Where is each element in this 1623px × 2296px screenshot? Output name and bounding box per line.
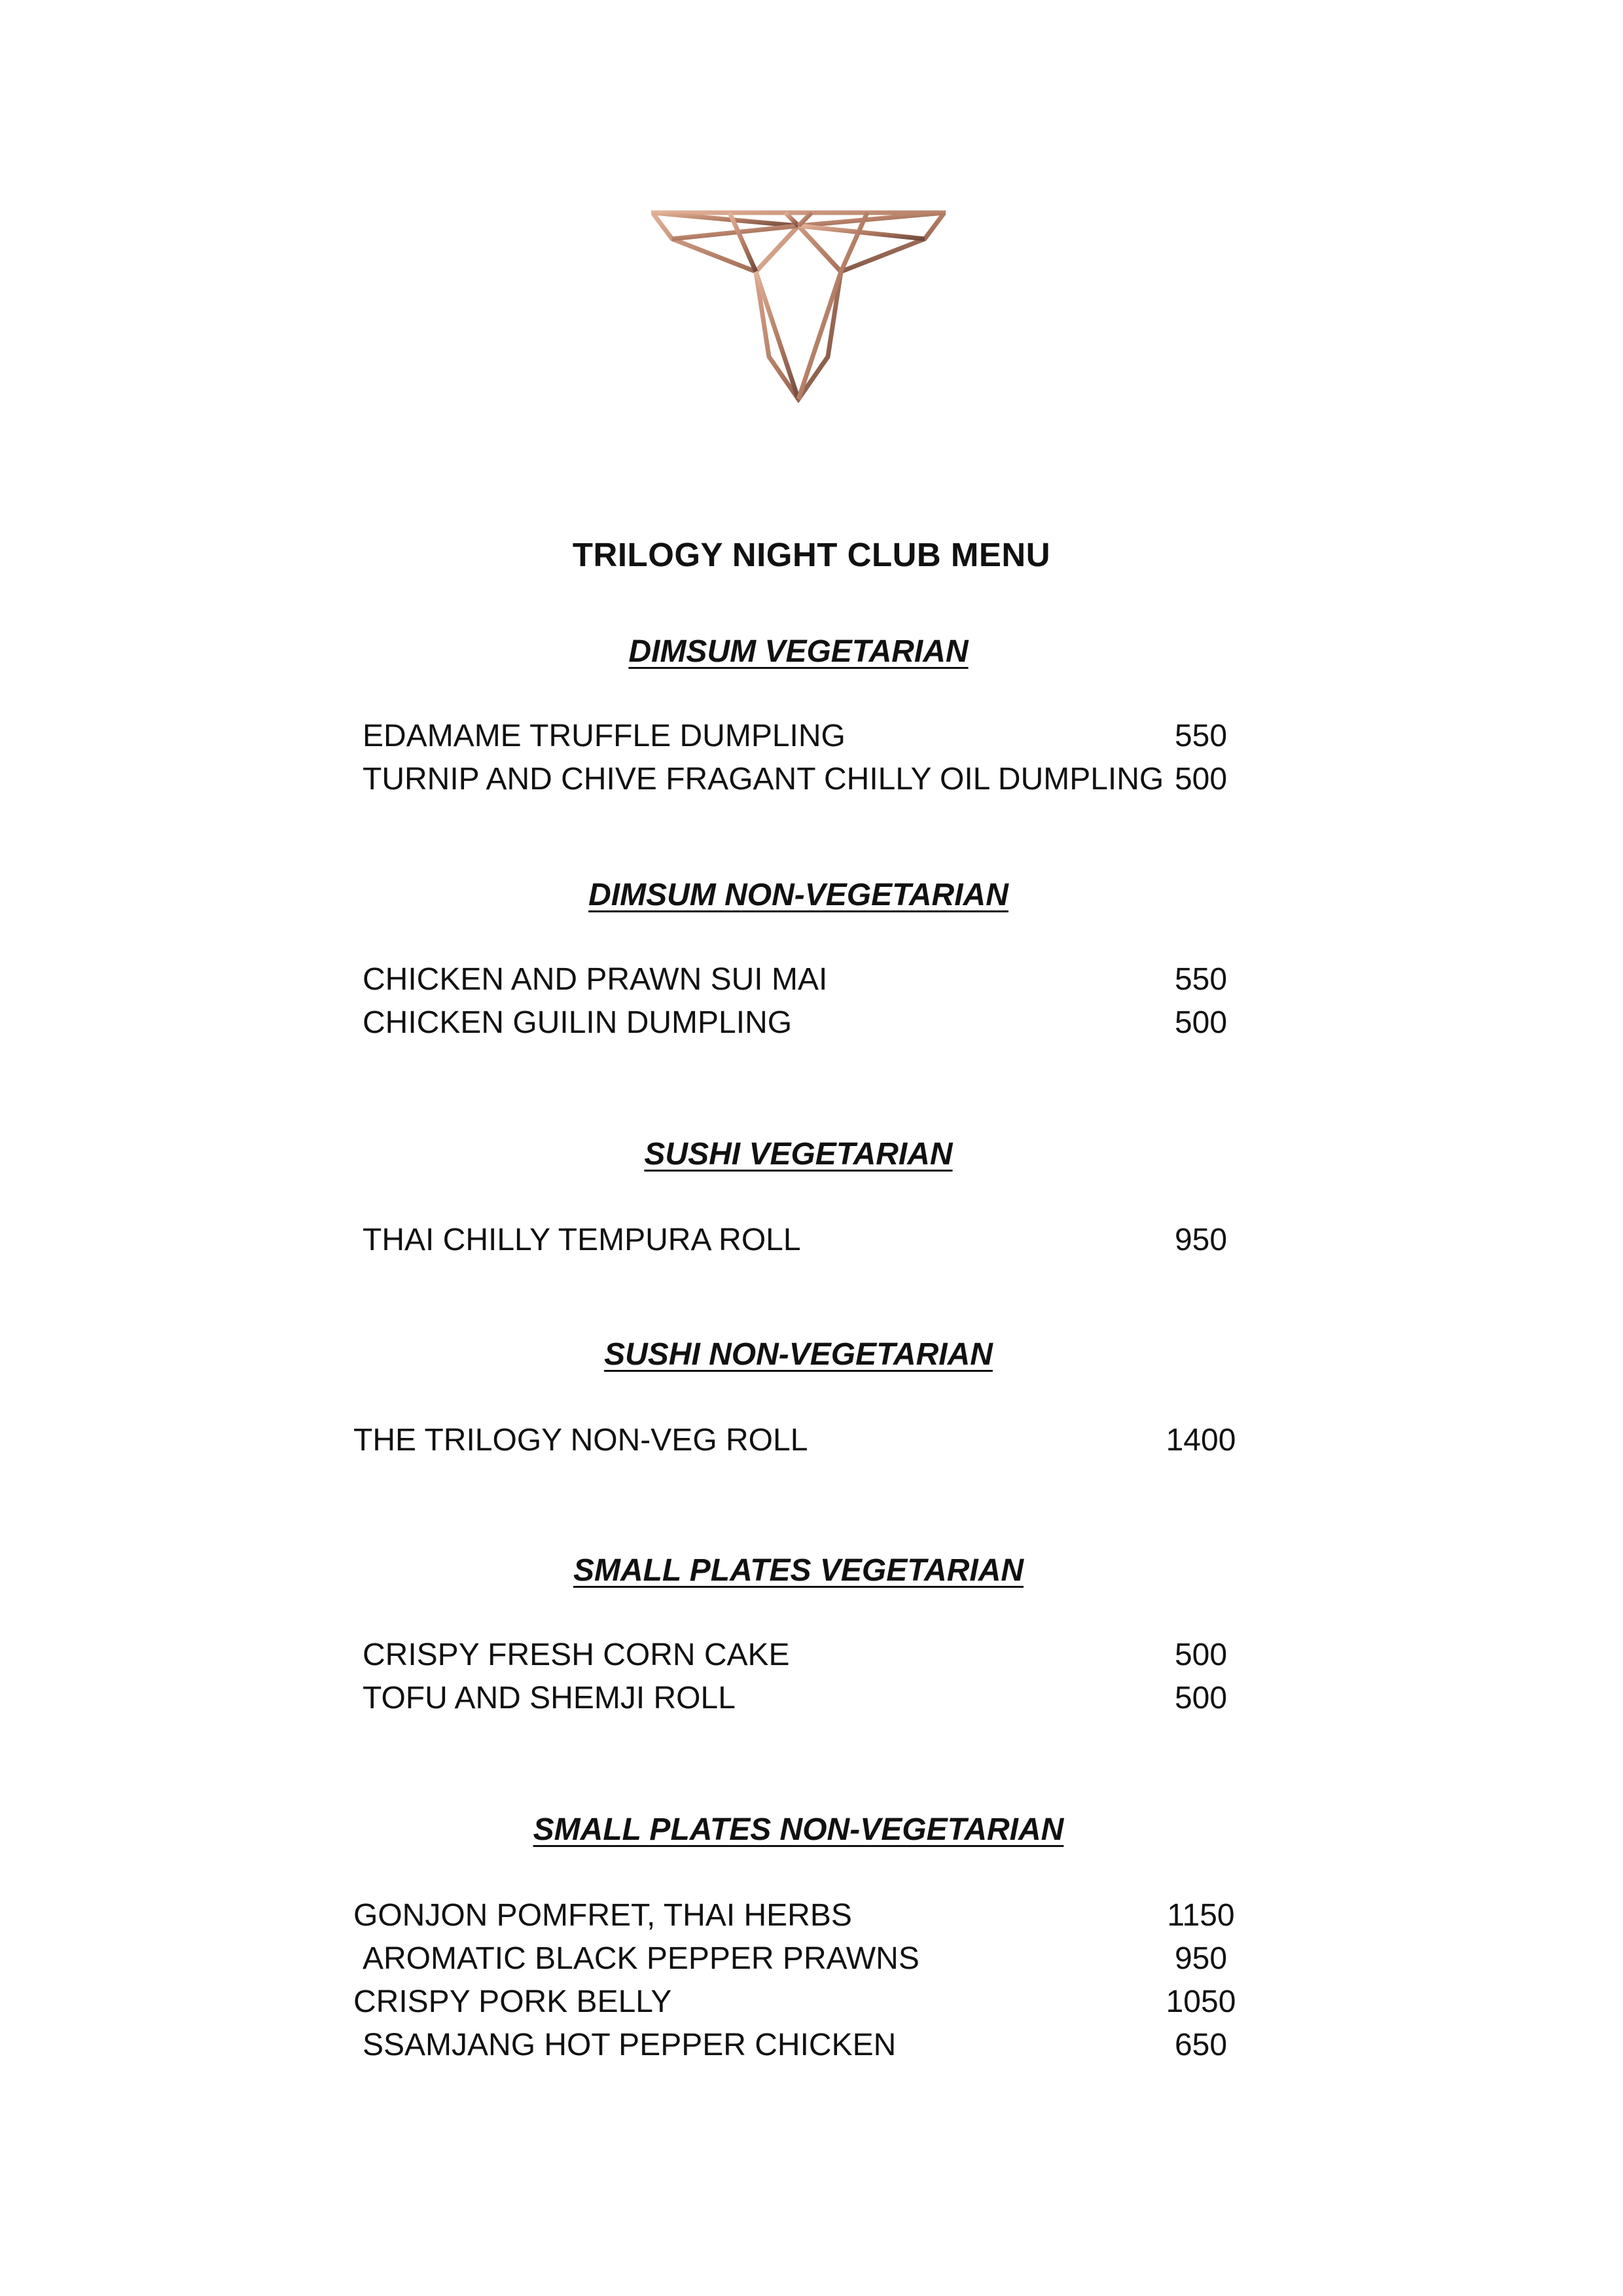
menu-item	[0, 1981, 1623, 2024]
item-price: 950	[1174, 1941, 1228, 1976]
menu-title: TRILOGY NIGHT CLUB MENU	[572, 536, 1051, 573]
item-name: AROMATIC BLACK PEPPER PRAWNS	[363, 1941, 919, 1976]
section-heading-dimsum-vegetarian: DIMSUM VEGETARIAN	[628, 634, 969, 669]
item-name: SSAMJANG HOT PEPPER CHICKEN	[363, 2028, 897, 2062]
menu-item	[0, 1634, 1623, 1677]
section-heading-sushi-vegetarian: SUSHI VEGETARIAN	[644, 1137, 953, 1172]
item-name: GONJON POMFRET, THAI HERBS	[353, 1898, 852, 1933]
item-name: EDAMAME TRUFFLE DUMPLING	[363, 719, 846, 753]
trilogy-logo-icon	[651, 209, 946, 406]
item-price: 650	[1174, 2028, 1228, 2062]
menu-item	[0, 1937, 1623, 1981]
menu-item	[0, 1677, 1623, 1720]
menu-item	[0, 958, 1623, 1001]
item-name: CRISPY FRESH CORN CAKE	[363, 1638, 790, 1672]
menu-item	[0, 1219, 1623, 1262]
menu-item	[0, 1001, 1623, 1045]
menu-item	[0, 1419, 1623, 1462]
menu-item	[0, 758, 1623, 801]
item-name: CHICKEN GUILIN DUMPLING	[363, 1005, 793, 1040]
section-heading-small-plates-non-vegetarian: SMALL PLATES NON-VEGETARIAN	[533, 1812, 1064, 1847]
item-price: 500	[1174, 1638, 1228, 1672]
item-name: TURNIP AND CHIVE FRAGANT CHILLY OIL DUMPLING	[363, 762, 1164, 797]
section-heading-small-plates-vegetarian: SMALL PLATES VEGETARIAN	[573, 1553, 1024, 1588]
item-price: 500	[1174, 1005, 1228, 1040]
item-price: 500	[1174, 762, 1228, 797]
menu-item	[0, 715, 1623, 758]
item-name: CHICKEN AND PRAWN SUI MAI	[363, 962, 828, 997]
item-name: CRISPY PORK BELLY	[353, 1984, 672, 2019]
item-price: 550	[1174, 962, 1228, 997]
menu-item	[0, 2024, 1623, 2067]
item-name: TOFU AND SHEMJI ROLL	[363, 1681, 736, 1715]
section-heading-sushi-non-vegetarian: SUSHI NON-VEGETARIAN	[604, 1337, 993, 1372]
menu-item	[0, 1894, 1623, 1937]
item-price: 500	[1174, 1681, 1228, 1715]
section-heading-dimsum-non-vegetarian: DIMSUM NON-VEGETARIAN	[588, 878, 1008, 912]
item-price: 1400	[1166, 1423, 1236, 1458]
item-price: 950	[1174, 1223, 1228, 1257]
item-name: THE TRILOGY NON-VEG ROLL	[353, 1423, 808, 1458]
item-price: 550	[1174, 719, 1228, 753]
item-price: 1050	[1166, 1984, 1236, 2019]
item-name: THAI CHILLY TEMPURA ROLL	[363, 1223, 801, 1257]
item-price: 1150	[1167, 1898, 1235, 1933]
